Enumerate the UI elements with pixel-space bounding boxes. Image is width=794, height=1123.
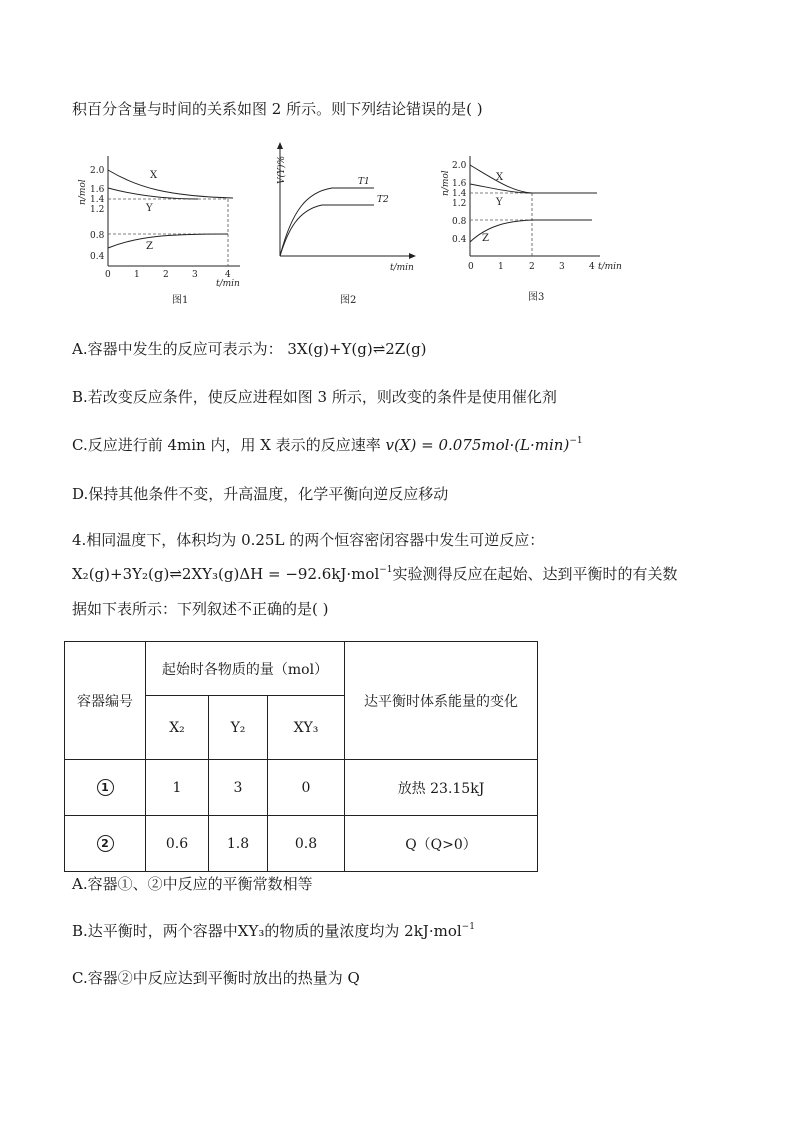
fig2-label-t1: T1 [358,177,370,187]
q3-option-d: D.保持其他条件不变，升高温度，化学平衡向逆反应移动 [72,485,449,503]
fig1-ytick: 0.4 [90,252,105,262]
fig1-curve-x [108,170,233,198]
fig3-xlabel: t/min [598,262,622,272]
fig1-ytick: 1.4 [90,195,105,205]
fig3-ytick: 1.2 [452,199,467,209]
cell-energy: 放热 23.15kJ [345,760,538,816]
fig1-ylabel: n/mol [78,179,88,205]
fig3-caption: 图3 [528,292,545,303]
fig3-ytick: 2.0 [452,161,467,171]
q4-option-a: A.容器①、②中反应的平衡常数相等 [72,875,313,893]
fig1-curve-z [108,234,228,248]
q4-stem-line3: 据如下表所示：下列叙述不正确的是( ) [72,600,329,618]
fig1-ytick: 0.8 [90,231,105,241]
q3-option-c: C.反应进行前 4min 内，用 X 表示的反应速率 $v(X) = 0.075mol\cdot(L\cdot\min)^{-1}$ [72,436,583,454]
fig1-ytick: 1.6 [90,185,105,195]
table-row [65,760,538,816]
fig2-curve-t2 [280,205,374,256]
fig1-label-x: X [150,170,158,181]
figure-1 [68,148,248,308]
fig3-label-x: X [496,172,504,183]
header-energy-change: 达平衡时体系能量的变化 [345,642,538,760]
cell-y2: 3 [209,760,268,816]
fig1-ytick: 1.2 [90,205,105,215]
figure-2 [262,140,422,308]
cell-x2: 0.6 [146,816,209,872]
fig1-ytick: 2.0 [90,166,105,176]
fig1-label-z: Z [146,241,153,252]
fig3-ytick: 0.8 [452,217,467,227]
fig2-xlabel: t/min [390,263,414,273]
fig1-xtick: 2 [163,270,169,280]
fig3-xtick: 2 [529,262,535,272]
q3-option-b: B.若改变反应条件，使反应进程如图 3 所示，则改变的条件是使用催化剂 [72,388,557,406]
header-start-amount: 起始时各物质的量（mol） [146,642,345,696]
fig3-curve-x [470,165,597,193]
table-row [65,816,538,872]
q4-data-table [64,641,538,872]
fig1-xlabel: t/min [216,279,240,289]
subheader-y2: Y₂ [209,696,268,760]
fig3-label-y: Y [496,197,503,208]
cell-xy3: 0 [268,760,345,816]
fig1-curve-y [108,188,198,199]
fig1-caption: 图1 [172,295,189,306]
fig3-ytick: 0.4 [452,235,467,245]
cell-xy3: 0.8 [268,816,345,872]
fig1-xtick: 0 [105,270,111,280]
fig1-xtick: 3 [192,270,198,280]
cell-x2: 1 [146,760,209,816]
row-id: 2 [97,835,114,852]
row-id: 1 [97,779,114,796]
fig1-xtick: 1 [134,270,140,280]
q4-option-b: B.达平衡时，两个容器中XY₃的物质的量浓度均为 2kJ·mol$^{-1}$ [72,922,475,940]
fig3-ylabel: n/mol [441,170,451,196]
subheader-x2: X₂ [146,696,209,760]
intro-text: 积百分含量与时间的关系如图 2 所示。则下列结论错误的是( ) [72,100,483,118]
q4-option-c: C.容器②中反应达到平衡时放出的热量为 Q [72,969,360,987]
fig3-xtick: 4 [589,262,595,272]
fig3-label-z: Z [482,233,489,244]
fig3-ytick: 1.4 [452,189,467,199]
fig2-label-t2: T2 [377,195,389,205]
subheader-xy3: XY₃ [268,696,345,760]
fig1-xtick: 4 [225,270,231,280]
fig2-ylabel: V(Y)% [277,155,287,184]
cell-energy: Q（Q>0） [345,816,538,872]
q4-stem-line1: 4.相同温度下，体积均为 0.25L 的两个恒容密闭容器中发生可逆反应： [72,531,545,549]
q3-option-a: A.容器中发生的反应可表示为： 3X(g)+Y(g)⇌2Z(g) [72,340,427,358]
fig3-ytick: 1.6 [452,179,467,189]
fig3-xtick: 0 [468,262,474,272]
cell-y2: 1.8 [209,816,268,872]
figure-3 [432,148,632,308]
fig2-caption: 图2 [340,295,357,306]
header-container: 容器编号 [65,642,146,760]
fig1-label-y: Y [146,203,153,214]
fig3-xtick: 3 [559,262,565,272]
fig3-xtick: 1 [498,262,504,272]
q4-stem-line2: X₂(g)+3Y₂(g)⇌2XY₃(g)ΔH = −92.6kJ·mol$^{-1}$实验测得反应在起始、达到平衡时的有关数 [72,565,678,583]
fig2-curve-t1 [280,188,374,256]
